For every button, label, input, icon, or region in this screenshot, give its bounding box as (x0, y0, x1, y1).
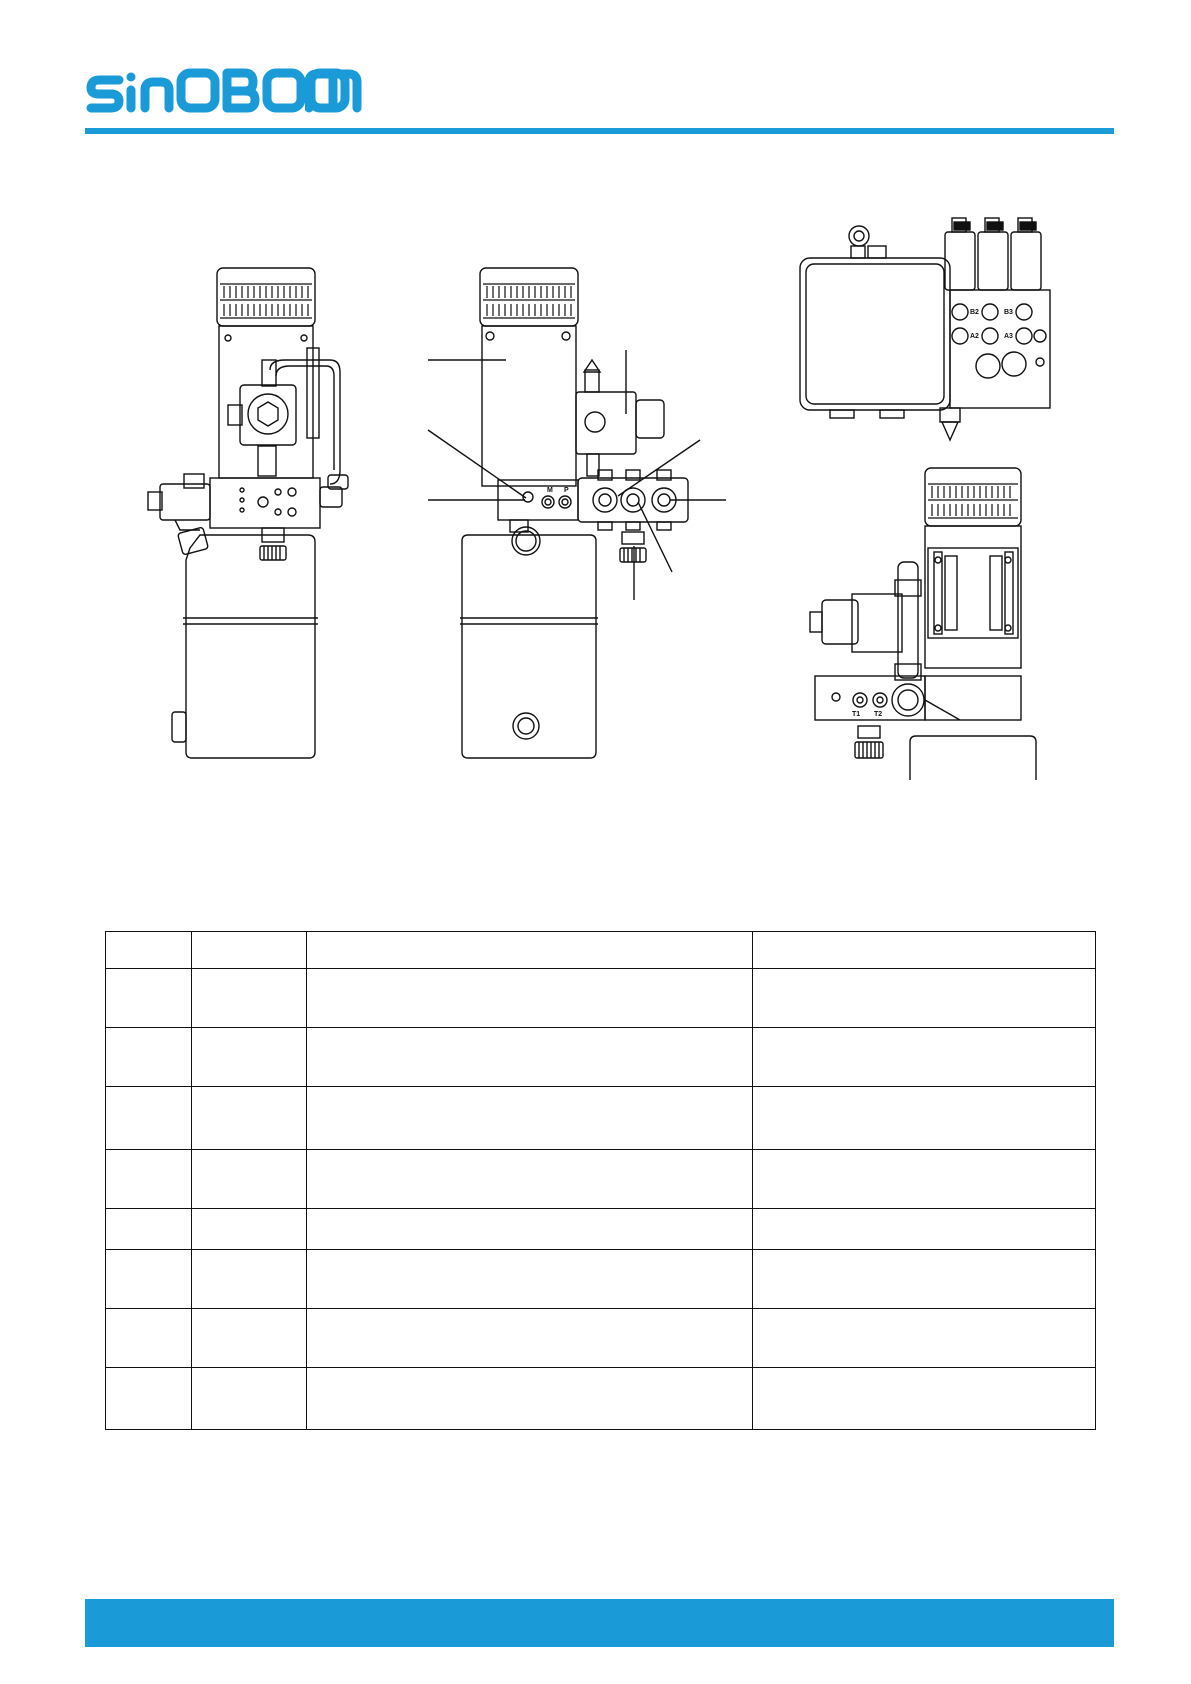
table-cell (753, 932, 1096, 969)
table-cell (192, 1309, 307, 1368)
table-cell (307, 969, 753, 1028)
table-row (106, 1150, 1096, 1209)
table-cell (307, 1150, 753, 1209)
top-view-right (800, 218, 1050, 440)
table-cell (106, 969, 192, 1028)
port-label-p: P (564, 487, 569, 494)
table-row (106, 1250, 1096, 1309)
port-label-t1: T1 (852, 711, 861, 718)
table-cell (307, 1368, 753, 1430)
table-cell (106, 1028, 192, 1087)
table-row (106, 969, 1096, 1028)
table-cell (753, 1250, 1096, 1309)
parts-table (105, 931, 1096, 1430)
table-cell (753, 1087, 1096, 1150)
table-cell (307, 1250, 753, 1309)
table-cell (106, 1250, 192, 1309)
port-label-b2: B2 (970, 309, 979, 316)
table-cell (192, 969, 307, 1028)
port-label-a3: A3 (1004, 333, 1013, 340)
table-cell (192, 932, 307, 969)
table-row (106, 1209, 1096, 1250)
table-cell (753, 1368, 1096, 1430)
table-cell (753, 969, 1096, 1028)
table-cell (106, 932, 192, 969)
hydraulic-unit-drawing (0, 0, 1191, 800)
table-cell (192, 1150, 307, 1209)
side-view-right (810, 468, 1036, 780)
table-header-row (106, 932, 1096, 969)
table-cell (106, 1368, 192, 1430)
front-view-center (428, 268, 726, 758)
port-label-t2: T2 (874, 711, 883, 718)
side-view-left (148, 268, 348, 758)
port-label-a2: A2 (970, 333, 979, 340)
port-label-b3: B3 (1004, 309, 1013, 316)
footer-bar (85, 1599, 1114, 1647)
table-cell (192, 1087, 307, 1150)
table-cell (106, 1087, 192, 1150)
table-cell (753, 1309, 1096, 1368)
table-cell (192, 1209, 307, 1250)
table-cell (307, 1087, 753, 1150)
table-cell (307, 1028, 753, 1087)
table-cell (753, 1150, 1096, 1209)
table-cell (753, 1209, 1096, 1250)
port-label-m: M (547, 487, 553, 494)
table-row (106, 1309, 1096, 1368)
table-row (106, 1028, 1096, 1087)
table-cell (106, 1309, 192, 1368)
table-cell (106, 1209, 192, 1250)
table-cell (753, 1028, 1096, 1087)
table-cell (106, 1150, 192, 1209)
table-row (106, 1368, 1096, 1430)
table-row (106, 1087, 1096, 1150)
table-cell (192, 1028, 307, 1087)
table-cell (307, 932, 753, 969)
table-cell (192, 1250, 307, 1309)
table-cell (192, 1368, 307, 1430)
table-cell (307, 1209, 753, 1250)
table-cell (307, 1309, 753, 1368)
